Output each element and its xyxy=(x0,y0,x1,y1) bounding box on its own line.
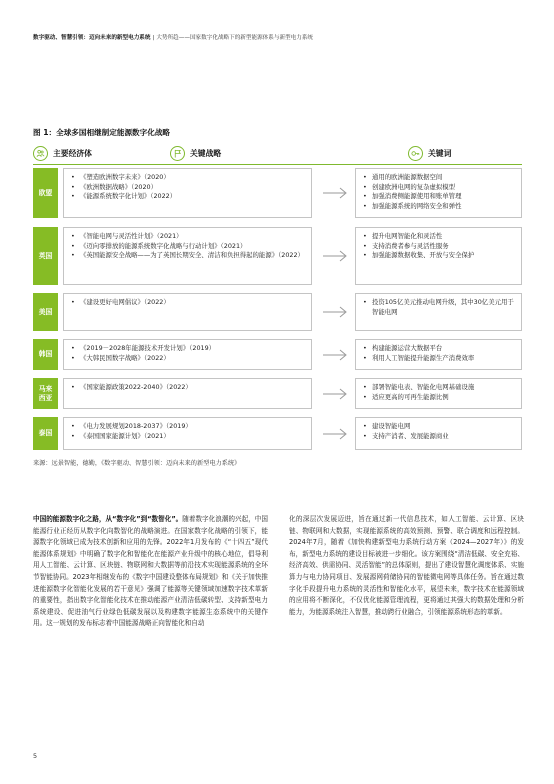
strategy-item xyxy=(71,383,305,393)
keyword-item xyxy=(363,393,515,403)
keyword-text: 通用的欧洲能源数据空间 xyxy=(372,173,443,181)
country-label: 英国 xyxy=(33,227,58,285)
body-lead: 中国的能源数字化之路，从“数字化”到“数智化”。 xyxy=(33,515,183,523)
keyword-text: 部署智能电表、智能化电网基础设施 xyxy=(372,383,475,391)
country-label: 美国 xyxy=(33,293,58,331)
page-number: 5 xyxy=(33,752,38,760)
bullet: • xyxy=(71,431,75,440)
bullet: • xyxy=(363,232,367,240)
arrow-right-icon xyxy=(318,347,353,363)
keyword-item xyxy=(363,432,515,442)
bullet: • xyxy=(71,173,75,181)
strategy-box xyxy=(63,378,312,409)
strategy-text: 《大韩民国数字战略》（2022） xyxy=(80,353,170,362)
keyword-item xyxy=(363,422,515,432)
keyword-item xyxy=(363,298,515,317)
bullet: • xyxy=(363,241,367,250)
strategy-text: 《智能电网与灵活性计划》（2021） xyxy=(80,232,183,240)
keyword-text: 加强能源系统的网络安全和弹性 xyxy=(372,201,462,210)
strategy-text: 《建设更好电网倡议》（2022） xyxy=(80,298,170,306)
keyword-box xyxy=(355,339,522,370)
header-economy-label: 主要经济体 xyxy=(53,149,92,158)
keyword-box xyxy=(355,293,522,331)
bullet: • xyxy=(363,353,367,362)
bullet: • xyxy=(363,344,367,352)
keyword-item xyxy=(363,173,515,183)
keyword-text: 加强消费侧能源使用和账单管理 xyxy=(372,192,462,201)
keyword-text: 构建能源运营大数据平台 xyxy=(372,344,443,352)
keyword-box xyxy=(355,417,522,450)
bullet: • xyxy=(363,298,367,306)
header-strategy-label: 关键战略 xyxy=(190,149,222,158)
strategy-text: 《欧洲数据战略》（2020） xyxy=(80,182,157,191)
header-bold: 数字驱动、智慧引领：迈向未来的新型电力系统 xyxy=(33,35,151,41)
keyword-text: 利用人工智能提升能源生产消费效率 xyxy=(372,353,475,362)
bullet: • xyxy=(71,298,75,306)
strategy-item xyxy=(71,354,305,364)
keyword-text: 投资105亿美元推动电网升级，其中30亿美元用于智能电网 xyxy=(372,298,514,316)
strategy-text: 《泰国国家能源计划》（2021） xyxy=(80,431,170,440)
strategy-box xyxy=(63,227,312,285)
strategy-text: 《国家能源政策2022-2040》（2022） xyxy=(80,383,192,391)
keyword-item xyxy=(363,202,515,212)
strategy-box xyxy=(63,168,312,218)
keyword-item xyxy=(363,354,515,364)
header-strategy xyxy=(170,146,221,161)
keyword-text: 支持产消者、发展能源商业 xyxy=(372,431,449,440)
keyword-text: 创建欧洲电网的复杂虚拟模型 xyxy=(372,182,456,191)
strategy-item xyxy=(71,422,305,432)
people-icon xyxy=(33,146,48,161)
country-label: 韩国 xyxy=(33,339,58,370)
header-economy xyxy=(33,146,92,161)
arrow-right-icon xyxy=(318,304,353,320)
keyword-text: 加强能源数据收集、开放与安全保护 xyxy=(372,251,475,260)
body-column-left xyxy=(33,514,268,630)
bullet: • xyxy=(363,422,367,430)
table-row xyxy=(33,417,522,450)
bullet: • xyxy=(363,392,367,401)
bullet: • xyxy=(363,431,367,440)
strategy-item xyxy=(71,232,305,242)
header-separator: | xyxy=(152,35,155,41)
bullet: • xyxy=(363,192,367,201)
strategy-item xyxy=(71,173,305,183)
table-row xyxy=(33,168,522,218)
strategy-box xyxy=(63,293,312,331)
bullet: • xyxy=(71,383,75,391)
figure-title: 图 1：全球多国相继制定能源数字化战略 xyxy=(33,128,171,137)
strategy-item xyxy=(71,251,305,261)
strategy-text: 《迈向零排放的能源系统数字化战略与行动计划》（2021） xyxy=(80,241,247,250)
keyword-item xyxy=(363,344,515,354)
bullet: • xyxy=(71,232,75,240)
strategy-text: 《英国能源安全战略——为了英国长期安全、清洁和负担得起的能源》（2022） xyxy=(80,251,304,260)
strategy-text: 《能源系统数字化计划》（2022） xyxy=(80,192,177,201)
bullet: • xyxy=(71,344,75,352)
header-divider xyxy=(33,164,522,165)
bullet: • xyxy=(71,241,75,250)
keyword-item xyxy=(363,383,515,393)
keyword-item xyxy=(363,251,515,261)
flag-icon xyxy=(170,146,185,161)
table-row xyxy=(33,339,522,370)
strategy-text: 《电力发展规划2018-2037》（2019） xyxy=(80,422,192,430)
header-keywords-label: 关键词 xyxy=(428,149,452,158)
strategy-item xyxy=(71,432,305,442)
keyword-text: 支持消费者参与灵活性服务 xyxy=(372,241,449,250)
country-label: 马来西亚 xyxy=(33,378,58,409)
bullet: • xyxy=(71,422,75,430)
bullet: • xyxy=(363,383,367,391)
body-left-text: 随着数字化浪潮的兴起，中国能源行业正经历从数字化向数智化的战略演进。在国家数字化战略的引领下，能源数字化领域已成为技术创新和应用的先锋。2022年1月发布的《“十四五”现代能源体系规划》中明确了数字化和智能化在能源产业升级中的核心地位，倡导利用人工智能、云计算、区块链、物联网和大数据等前沿技术实现能源系统的全环节智能协同。2023年相继发布的《数字中国建设整体布局规划》和《关于加快推进能源数字化智能化发展的若干意见》强调了能源等关键领域加速数字技术革新的重要性，指出数字化智能化技术在推动能源产业清洁低碳转型、支持新型电力系统建设、促进油气行业绿色低碳发展以及构建数字能源生态系统中的关键作用。这一规划的发布标志着中国能源战略正向智能化和自动 xyxy=(33,515,268,628)
bullet: • xyxy=(363,251,367,260)
keyword-text: 提升电网智能化和灵活性 xyxy=(372,232,443,240)
keyword-text: 建设智能电网 xyxy=(372,422,411,430)
header-rest: 大势所趋——国家数字化战略下的新型能源体系与新型电力系统 xyxy=(156,35,314,41)
arrow-right-icon xyxy=(318,426,353,442)
bullet: • xyxy=(363,182,367,191)
keyword-item xyxy=(363,232,515,242)
country-label: 泰国 xyxy=(33,417,58,450)
strategy-item xyxy=(71,183,305,193)
strategy-item xyxy=(71,298,305,308)
country-label: 欧盟 xyxy=(33,168,58,218)
strategy-item xyxy=(71,242,305,252)
table-row xyxy=(33,293,522,331)
strategy-text: 《2019－2028年能源技术开发计划》（2019） xyxy=(80,344,216,352)
key-icon xyxy=(408,146,423,161)
table-row xyxy=(33,378,522,409)
bullet: • xyxy=(363,201,367,210)
strategy-text: 《塑造欧洲数字未来》（2020） xyxy=(80,173,170,181)
bullet: • xyxy=(71,251,75,260)
body-column-right: 化的深层次发展迈进，旨在通过新一代信息技术，如人工智能、云计算、区块链、物联网和大数据，实现能源系统的高效预测、预警、联合调度和远程控制。2024年7月，随着《加快构建新型电力系统行动方案（2024—2027年）》的发布，新型电力系统的建设目标被进一步细化。该方案围绕“清洁低碳、安全充裕、经济高效、供需协同、灵活智能”的总体原则，提出了建设智慧化调度体系、实施算力与电力协同项目、发展源网荷储协同的智能微电网等具体任务。旨在通过数字化手段提升电力系统的灵活性和智能化水平，展望未来，数字技术在能源领域的应用将不断深化，不仅优化能源管理流程，更将通过其强大的数据处理和分析能力，为能源系统注入智慧，推动跨行业融合，引领能源系统形态的革新。 xyxy=(289,515,524,616)
keyword-item xyxy=(363,183,515,193)
bullet: • xyxy=(71,182,75,191)
column-headers xyxy=(33,146,522,164)
arrow-right-icon xyxy=(318,185,353,201)
keyword-box xyxy=(355,227,522,285)
arrow-right-icon xyxy=(318,248,353,264)
figure-source: 来源：远景智能，德勤，《数字驱动、智慧引领：迈向未来的新型电力系统》 xyxy=(33,460,241,467)
keyword-box xyxy=(355,168,522,218)
strategy-box xyxy=(63,417,312,450)
strategy-item xyxy=(71,192,305,202)
keyword-item xyxy=(363,192,515,202)
bullet: • xyxy=(71,192,75,201)
bullet: • xyxy=(363,173,367,181)
running-header xyxy=(33,33,313,41)
strategy-item xyxy=(71,344,305,354)
keyword-item xyxy=(363,242,515,252)
bullet: • xyxy=(71,353,75,362)
keyword-box xyxy=(355,378,522,409)
header-keywords xyxy=(408,146,451,161)
keyword-text: 适应更高的可再生能源比例 xyxy=(372,392,449,401)
arrow-right-icon xyxy=(318,386,353,402)
table-row xyxy=(33,227,522,285)
strategy-box xyxy=(63,339,312,370)
